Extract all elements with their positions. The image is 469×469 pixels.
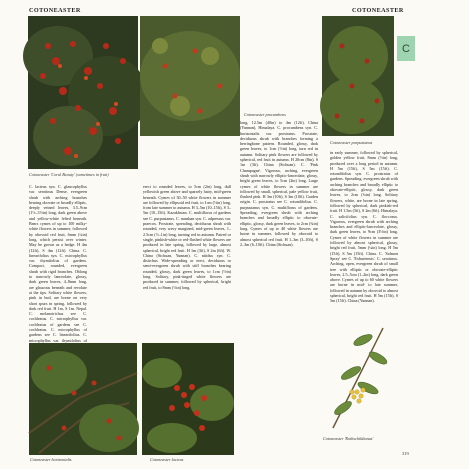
photo-cotoneaster-lacteus (142, 343, 234, 455)
photo-cotoneaster-red-berries (28, 16, 138, 169)
text-column-4 (330, 150, 398, 315)
running-head-right: COTONEASTER (352, 7, 404, 14)
caption-top-right: Cotoneaster purpusianus (330, 140, 373, 145)
text-column-3 (240, 120, 318, 435)
photo-cotoneaster-procumbens (140, 16, 240, 136)
caption-bottom-left: Cotoneaster horizontalis (30, 457, 72, 462)
running-head-left: COTONEASTER (29, 7, 81, 14)
text-column-1 (29, 184, 87, 343)
page-number: 319 (402, 451, 409, 456)
photo-cotoneaster-purpusianus (322, 16, 394, 136)
text-column-2 (143, 184, 231, 340)
caption-bottom-right: Cotoneaster 'Rothschildianus' (323, 436, 374, 441)
column-1-text: C. lacteus syn. C. glaucophyllus var. serotinus Dense, evergreen shrub with arching branches bearing obovate or broadly elliptic, deeply veined leaves, 3.5–9cm (1½–3½in) long, dark green above and yellow-white felted beneath. Bears cymes of up to 100 milky-white flowers in summer, followed by obovoid red fruit, 6mm (¼in) long, which persist over winter. May be grown as a hedge. H 4m (12ft), S 4m (12ft). China. C. linearifolius syn. C. microphyllus var. thymifolius of gardens. Compact, rounded, evergreen shrub with rigid branches. Oblong to narrowly lanceolate, glossy, dark green leaves, 4–8mm long, are glaucous beneath and revolute at the tips. Solitary white flowers, pink in bud, are borne on very short spurs in spring, followed by dark red fruit. H 1m, S 1m. Nepal. C. melanotrichus see C. cochleatus. C. microphyllus var. cochleatus of gardens see C. cochleatus. C. microphyllus of gardens see C. linearifolius. C. microphyllus var. thymifolius of (29, 184, 87, 343)
column-3-text: long, 12.5m (40in) to 4m (12ft). China (Yunnan), Himalaya. C. procumbens syn. C. horizontalis var. prostratus. Prostrate, deciduous shrub with branches forming a herringbone pattern. Rounded, glossy, dark green leaves, to 1cm (½in) long, turn red in autumn. Solitary pink flowers are followed by spherical, red fruit in autumn. H 20cm (8in), S 1m (3ft). China (Sichuan). C. 'Pink Champagne'. Vigorous, arching, evergreen shrub with narrowly elliptic-lanceolate, glossy, bright green leaves, to 5cm (2in) long. Large cymes of white flowers in summer are followed by small, spherical, pale yellow fruit, flushed pink. H 3m (10ft), S 3m (10ft). Garden origin. C. prostratus see C. rotundifolius. C. purpusianus syn. C. multiflorus of gardens. Spreading, evergreen shrub with arching branches and broadly elliptic to obovate-elliptic, glossy, dark green leaves, to 2cm (¾in) long. Cymes of up to 40 white flowers are borne in summer, followed by obovoid to almost spherical red fruit. H 1–3m (3–10ft), S 2–3m (6–10ft). China (Sichuan). (240, 120, 318, 247)
caption-top-middle: Cotoneaster procumbens (244, 112, 286, 117)
photo-cotoneaster-horizontalis (29, 343, 137, 455)
caption-top-left: Cotoneaster 'Coral Beauty' (sometimes in fruit) (29, 172, 109, 177)
column-4-text: in early summer, followed by spherical, golden yellow fruit, 8mm (⅓in) long, produced over a long period in autumn. H 5m (15ft), S 5m (15ft). C. rotundifolius syn. C. prostratus of gardens. Spreading, evergreen shrub with arching branches and broadly elliptic to obovate-elliptic, glossy, dark green leaves, to 2cm (¾in) long. Solitary flowers, white, are borne in late spring, followed by spherical, dark pinkish-red fruit. H 1.5m (5ft), S 2m (6ft). Himalaya. C. salicifolius syn. C. floccosus. Vigorous, evergreen shrub with arching branches and elliptic-lanceolate, glossy, dark green leaves, to 9cm (3½in) long. Cymes of white flowers in summer are followed by almost spherical, glossy, bright red fruit, 5mm (¼in) long. H 5m (15ft), S 5m (15ft). China. C. 'Salmon Spray' see C. 'Exburiensis'. C. serotinus. Arching, open, evergreen shrub of small tree with elliptic or obovate-elliptic leaves, 2.5–5cm (1–2in) long, dark green above. Cymes of up to 60 white flowers are borne in mid- to late summer, followed in autumn by obovoid to almost spherical, bright red fruit. H 5m (15ft), S 5m (15ft). China (Yunnan). (330, 150, 398, 304)
column-2-text: erect to rounded leaves, to 5cm (2in) long, dull yellowish green above and sparsely hairy, mid-green beneath. Cymes of 30–50 white flowers in summer are followed by ellipsoid red fruit, to 1cm (½in) long, from late summer to autumn. H 3–5m (10–15ft), S 3–5m (10–15ft). Kazakhstan. C. multiflorus of gardens see C. purpusianus. C. nanshan syn. C. adpressus var. praecox. Prostrate, spreading, deciduous shrub with rounded, very wavy margined, mid-green leaves, 1–2.5cm (½–1in) long, turning red in autumn. Paired or single, pinkish-white or red-flushed white flowers are produced in late spring, followed by large, almost spherical, bright red fruit. H 1m (3ft), S 2m (6ft). W. China (Sichuan, Yunnan). C. nitidus syn. C. distichus. Wide-spreading or erect, deciduous or semi-evergreen shrub with stiff branches bearing rounded, glossy, dark green leaves, to 1cm (½in) long. Solitary, pink-tinged white flowers are produced in summer, followed by spherical, bright red fruit, to 8mm (⅓in) long. (143, 184, 231, 290)
caption-bottom-middle: Cotoneaster lacteus (150, 457, 184, 462)
illustration-cotoneaster-rothschildianus (323, 318, 395, 432)
thumb-index-tab: C (397, 36, 415, 61)
